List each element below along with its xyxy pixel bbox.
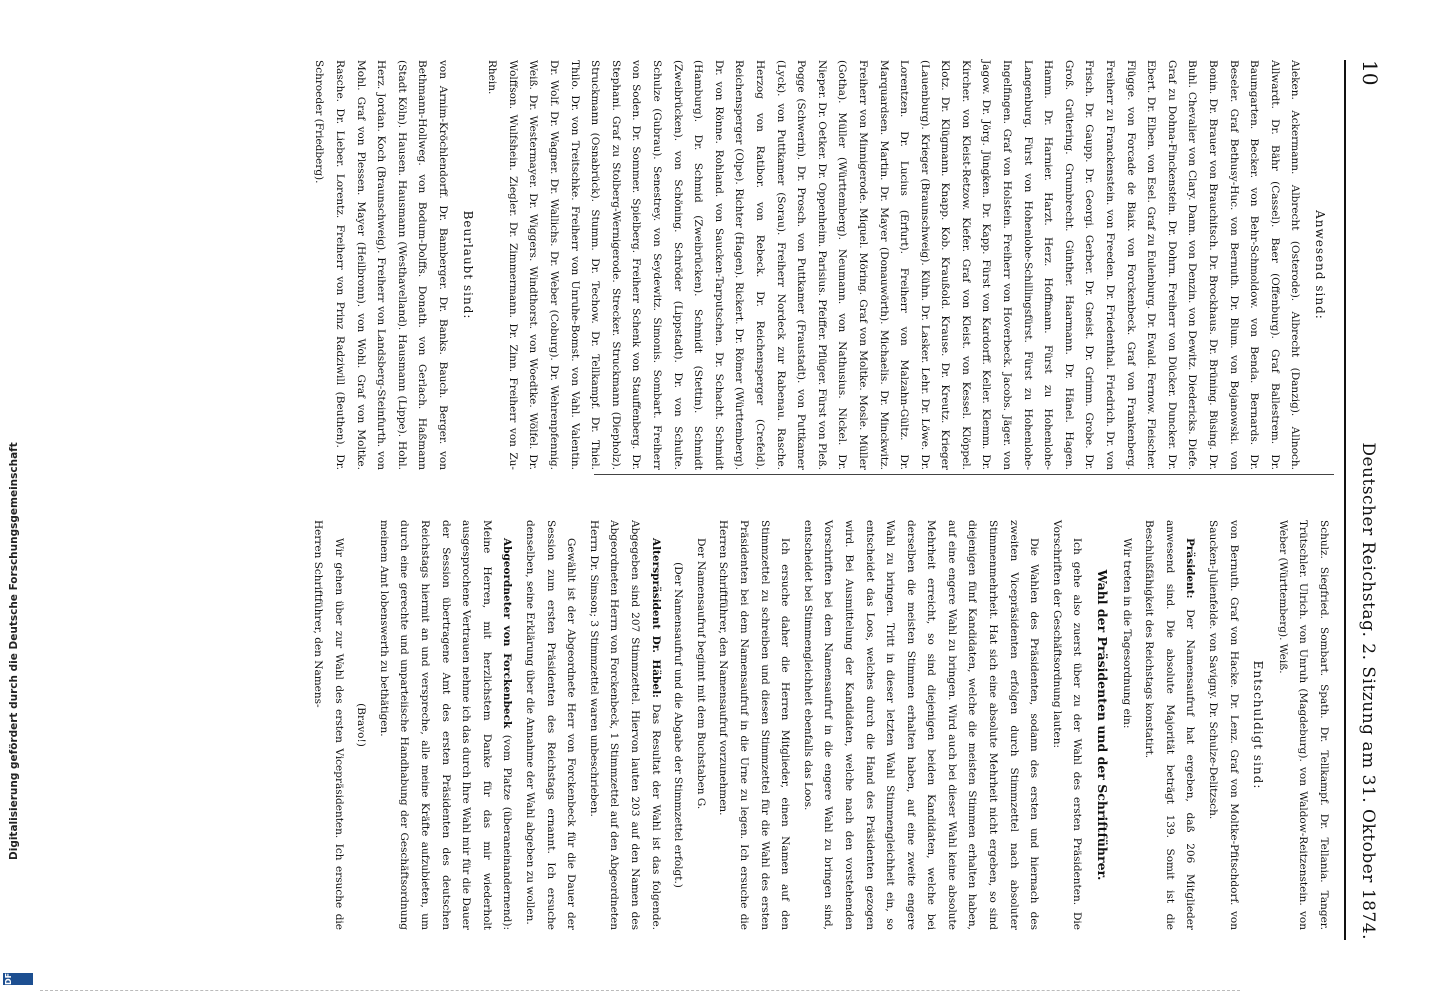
section-heading: Wahl der Präsidenten und der Schriftführer. — [1095, 569, 1111, 881]
stage-direction-1: (Der Namensaufruf und die Abgabe der Stimmzettel erfolgt.) — [672, 562, 685, 888]
paragraph-8: Gewählt ist der Abgeordnete Herr von Forckenbeck für die Dauer der Session zum ersten Präsidenten des Reichstags ernannt. Ich ersuche denselben, seine Erklärung über die Annahme der Wahl abgeben zu wollen. — [524, 520, 578, 930]
paragraph-9: Meine Herren, mit herzlichstem Danke für das mir wiederholt ausgesprochene Vertrauen nehme ich das durch Ihre Wahl mir für die Dauer der Session übertragene Amt des ersten Präsidenten des deutschen Reichstags hiermit an und verspreche, alle meine Kräfte aufzubieten, um durch eine gerechte und unparteiische Handhabung der Geschäftsordnung meinem Amt lobenswerth zu bethätigen. — [377, 520, 493, 930]
digitization-note: Digitalisierung gefördert durch die Deutsche Forschungsgemeinschaft — [8, 442, 20, 860]
page-number: 10 — [1358, 60, 1382, 86]
scan-edge-marks — [40, 990, 1240, 992]
running-head: Deutscher Reichstag. 2. Sitzung am 31. Oktober 1874. — [1358, 442, 1378, 940]
speaker-alterspraesident: Alterspräsident Dr. Häbel: — [649, 538, 662, 698]
paragraph-5: Ich ersuche daher die Herren Mitglieder, einen Namen auf den Stimmzettel zu schreiben und diesen Stimmzettel für die Wahl des ersten Präsidenten bei dem Namensaufruf in die Urne zu legen. Ich ersuche die Herren Schriftführer, den Namensaufruf vorzunehmen. — [717, 520, 792, 930]
heading-leave: Beurlaubt sind: — [460, 210, 475, 320]
paragraph-2: Wir treten in die Tagesordnung ein: — [1120, 538, 1133, 729]
page-header — [1344, 60, 1386, 940]
heading-excused: Entschuldigt sind: — [1251, 660, 1266, 790]
speech-president — [1139, 520, 1201, 930]
stage-direction-2: (Bravo!) — [355, 703, 368, 747]
speaker-forckenbeck: Abgeordneter von Forckenbeck — [501, 538, 514, 729]
column-divider — [594, 474, 1334, 475]
right-column — [306, 520, 1335, 930]
speech-forckenbeck — [373, 520, 517, 930]
paragraph-4: Die Wahlen des Präsidenten, sodann des ersten und hiernach des zweiten Vicepräsidenten erfolgen durch Stimmzettel nach absoluter Stimmenmehrheit. Hat sich eine absolute Mehrheit nicht ergeben, so sind diejenigen fünf Kandidaten, welche die meisten Stimmen erhalten haben, auf eine engere Wahl zu bringen. Wird auch bei dieser Wahl keine absolute Mehrheit erreicht, so sind diejenigen beiden Kandidaten, welche bei derselben die meisten Stimmen erhalten haben, auf eine zweite engere Wahl zu bringen. Tritt in dieser letzten Wahl Stimmengleichheit ein, so entscheidet das Loos, welches durch die Hand des Präsidenten gezogen wird. Bei Ausmittelung der Kandidaten, welche nach den vorstehenden Vorschriften bei dem Namensaufruf in die engere Wahl zu bringen sind, entscheidet bei Stimmengleichheit ebenfalls das Loos. — [801, 520, 1041, 930]
list-continued: Schulz. Siegfried. Sombart. Spath. Dr. Tellkampf. Dr. Tellania. Tanger. Trütschler. Ulrich. von Unruh (Magdeburg). von Waldow-Reitzenstein. von Weber (Württemberg). Weiß. — [1276, 520, 1330, 930]
speech-alterspraesident — [583, 520, 665, 930]
paragraph-10: Wir gehen über zur Wahl des ersten Vicepräsidenten. Ich ersuche die Herren Schriftführer, den Namens- — [312, 520, 345, 930]
paragraph-3: Ich gehe also zuerst über zu der Wahl des ersten Präsidenten. Die Vorschriften der Geschäftsordnung lauten: — [1050, 520, 1084, 930]
heading-present: Anwesend sind: — [1313, 210, 1327, 320]
leave-list: von Arnim-Kröchlendorff. Dr. Bamberger. Dr. Banks. Bauch. Berger. von Bethmann-Hollweg. von Bodum-Dolffs. Donath. von Gerlach. Haßmann (Stadt Köln). Hausen. Hausmann (Westhavelland). Hausmann (Lippe). Hohl. Herz. Jordan. Koch (Braunschweig). Freiherr von Landsberg-Steinfurth. von Mohl. Graf von Plessen. Mayer (Heilbronn). von Wohl. Graf von Moltke. Rasche. Dr. Lieber. Lorentz. Freiherr von Prinz Radziwill (Beuthen). Dr. Schroeder (Friedberg). — [313, 60, 450, 470]
paragraph-1: Der Namensaufruf hat ergeben, daß 206 Mitglieder anwesend sind. Die absolute Majorität beträgt 139. Somit ist die Beschlußfähigkeit des Reichstags konstatirt. — [1143, 520, 1197, 930]
speaker-president: Präsident: — [1184, 538, 1197, 599]
excused-list: von Bernuth. Graf von Hacke. Dr. Lenz. Graf von Moltke-Pfitschdorf. von Saucken-Julienfelde. von Savigny. Dr. Schulze-Delitzsch. — [1207, 520, 1240, 930]
dfg-logo: DFG — [3, 973, 33, 985]
rotated-document — [100, 0, 1390, 1000]
left-column — [307, 60, 1334, 470]
speaker-note: (vom Platze (überaneinandernend): — [501, 734, 514, 931]
present-list: Aleken. Ackermann. Albrecht (Osterode). Albrecht (Danzig). Allnoch. Allwardt. Dr. Bähr (Cassel). Baer (Offenburg). Graf Ballestrem. Dr. Baumgarten. Becker. von Behr-Schmoldow. von Benda. Bernards. Dr. Beseler. Graf Bethusy-Huc. von Bernuth. Dr. Blum. von Bojanowski. von Bonin. Dr. Brauer von Brauchitsch. Dr. Brockhaus. Dr. Brüning. Büsing. Dr. Buhl. Chevalier von Clary. Dann. von Denzin. von Dewitz. Diedericks. Diefe. Graf zu Dohna-Finckenstein. Dr. Dohrn. Freiherr von Dücker. Duncker. Dr. Ebert. Dr. Elben. von Esel. Graf zu Eulenburg. Dr. Ewald. Fernow. Fleischer. Flügge. von Forcade de Biaix. von Forckenbeck. Graf von Frankenberg. Freiherr zu Franckenstein. von Freeden. Dr. Friedenthal. Friedrich. Dr. von Frisch. Dr. Gaupp. Dr. Georgi. Gerber. Dr. Gneist. Dr. Grimm. Grobe. Dr. Groß. Grütering. Grumbrecht. Günther. Haarmann. Dr. Hänel. Hagen. Hamm. Dr. Harnier. Harzt. Herz. Hoffmann. Fürst zu Hohenlohe-Langenburg. Fürst von Hohenlohe-Schillingsfürst. Fürst zu Hohenlohe-Ingelfingen. Graf von Holstein. Freiherr von Hoverbeck. Jacobs. Jäger. von Jagow. Dr. Jörg. Jüngken. Dr. Kapp. Fürst von Kardorff. Keller. Klemm. Dr. Kircher. von Kleist-Retzow. Kiefer. Graf von Kleist. von Kessel. Klöppel. Klotz. Dr. Klügmann. Knapp. Kob. Kraußold. Krause. Dr. Kreutz. Krieger (Lauenburg). Krieger (Braunschweig). Kühn. Dr. Lasker. Lehr. Dr. Löwe. Dr. Lorentzen. Dr. Lucius (Erfurt). Freiherr von Malzahn-Gültz. Dr. Marquardsen. Martin. Dr. Mayer (Donauwörth). Michaelis. Dr. Minckwitz. Freiherr von Minnigerode. Miquel. Möring. Graf von Moltke. Mosle. Müller (Gotha). Müller (Württemberg). Neumann. von Nathusius. Nickel. Dr. Nieper. Dr. Oetker. Dr. Oppenheim. Parisius. Pfeiffer. Pflüger. Fürst von Pleß. Pogge (Schwerin). Dr. Prosch. von Puttkamer (Fraustadt). von Puttkamer (Lyck). von Puttkamer (Sorau). Freiherr Nordeck zur Rabenau. Rasche. Herzog von Ratibor. von Rebeck. Dr. Reichensperger (Crefeld). Reichensperger (Olpe). Richter (Hagen). Rickert. Dr. Römer (Württemberg). Dr. von Rönne. Rohland. von Saucken-Tarputschen. Dr. Schacht. Schmidt (Hamburg). Dr. Schmid (Zweibrücken). Schmidt (Stettin). Schmidt (Zweibrücken). von Schöning. Schröder (Lippstadt). Dr. von Schulte. Schulze (Gubrau). Senestrey. von Seydewitz. Simonis. Sombart. Freiherr von Soden. Dr. Sommer. Spielberg. Freiherr Schenk von Stauffenberg. Dr. Stephani. Graf zu Stolberg-Wernigerode. Strecker. Struckmann (Diepholz). Struckmann (Osnabrück). Stumm. Dr. Techow. Dr. Tellkampf. Dr. Thiel. Thilo. Dr. von Treitschke. Freiherr von Unruhe-Bomst. von Vahl. Valentin. Dr. Wolf. Dr. Wagner. Dr. Wallichs. Dr. Weber (Coburg). Dr. Wehrenpfennig. Weiß. Dr. Westermayer. Dr. Wiggers. Windthorst. von Woedtke. Wölfel. Dr. Wolffson. Wulfshein. Ziegler. Dr. Zimmermann. Dr. Zinn. Freiherr von Zu-Rhein. — [486, 60, 1302, 470]
paragraph-7: Das Resultat der Wahl ist das folgende. Abgegeben sind 207 Stimmzettel. Hiervon lauten 203 auf den Namen des Abgeordneten Herrn von Forckenbeck, 1 Stimmzettel auf den Abgeordneten Herrn Dr. Simson; 3 Stimmzettel waren unbeschrieben. — [587, 520, 662, 930]
paragraph-6: Der Namensaufruf beginnt mit dem Buchstaben G. — [694, 538, 707, 810]
